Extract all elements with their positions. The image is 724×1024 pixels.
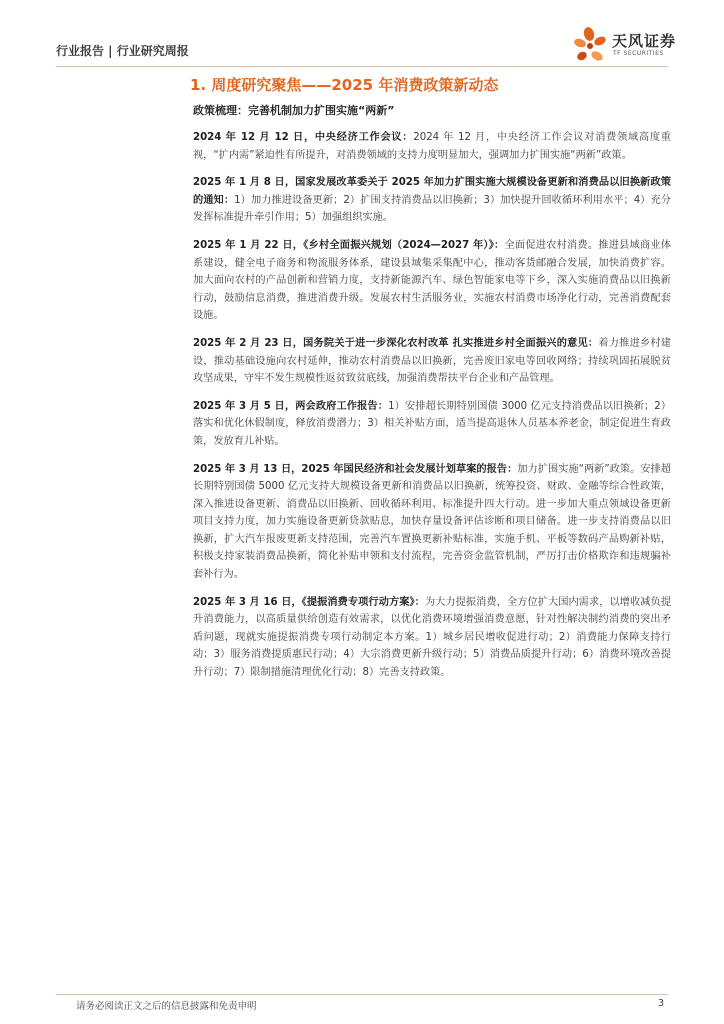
section-title: 1. 周度研究聚焦——2025 年消费政策新动态 <box>190 76 499 94</box>
paragraph-body: 1）加力推进设备更新；2）扩围支持消费品以旧换新；3）加快提升回收循环利用水平；4）充分发挥标准提升牵引作用；5）加强组织实施。 <box>193 194 671 224</box>
policy-paragraph <box>193 174 671 227</box>
header-divider <box>56 66 668 67</box>
paragraph-body: 加力扩围实施“两新”政策。安排超长期特别国债 5000 亿元支持大规模设备更新和消费品以旧换新，统筹投资、财政、金融等综合性政策，深入推进设备更新、消费品以旧换新、回收循环利用、标准提升四大行动。进一步加大重点领域设备更新项目支持力度，加力实施设备更新贷款贴息，加快存量设备评估诊断和项目储备。进一步支持消费品以旧换新，扩大汽车报废更新支持范围，完善汽车置换更新补贴标准，实施手机、平板等数码产品购新补贴，积极支持家装消费品换新，简化补贴申领和支付流程，完善资金监管机制，严厉打击价格欺诈和违规骗补套补行为。 <box>193 463 671 581</box>
policy-paragraph <box>193 398 671 451</box>
policy-subtitle: 政策梳理：完善机制加力扩围实施“两新” <box>193 104 395 117</box>
policy-paragraph <box>193 594 671 682</box>
paragraph-lead: 2025 年 2 月 23 日，国务院关于进一步深化农村改革 扎实推进乡村全面振兴的意见： <box>193 337 599 349</box>
logo-english-name: TF SECURITIES <box>613 50 664 57</box>
policy-paragraph <box>193 461 671 584</box>
paragraph-lead: 2025 年 1 月 22 日，《乡村全面振兴规划（2024—2027 年）》： <box>193 239 505 251</box>
main-content <box>193 102 671 692</box>
paragraph-body: 2024 年 12 月，中央经济工作会议对消费领域高度重视，“扩内需”紧迫性有所提升，对消费领域的支持力度明显加大，强调加力扩围实施“两新”政策。 <box>193 132 671 161</box>
policy-paragraph <box>193 129 671 164</box>
company-logo <box>572 26 702 66</box>
paragraph-body: 全面促进农村消费。推进县域商业体系建设，健全电子商务和物流服务体系，建设县域集采集配中心，推动客货邮融合发展，加快消费扩容。加大面向农村的产品创新和营销力度，支持新能源汽车、绿色智能家电等下乡，深入实施消费品以旧换新行动，鼓励信息消费，推进消费升级。发展农村生活服务业，实施农村消费市场净化行动，完善消费配套设施。 <box>193 239 671 322</box>
paragraph-lead: 2025 年 3 月 16 日，《提振消费专项行动方案》： <box>193 596 425 608</box>
footer-divider <box>56 994 668 995</box>
policy-paragraph <box>193 237 671 325</box>
paragraph-body: 着力推进乡村建设，推动基础设施向农村延伸，推动农村消费品以旧换新，完善废旧家电等回收网络；持续巩固拓展脱贫攻坚成果，守牢不发生规模性返贫致贫底线，加强消费帮扶平台企业和产品管理。 <box>193 337 671 385</box>
paragraph-lead: 2025 年 3 月 5 日，两会政府工作报告： <box>193 400 389 412</box>
policy-paragraph <box>193 335 671 388</box>
flower-logo-icon <box>572 26 610 66</box>
paragraph-lead: 2025 年 1 月 8 日，国家发展改革委关于 2025 年加力扩围实施大规模设备更新和消费品以旧换新政策的通知： <box>193 177 671 206</box>
footer-disclaimer: 请务必阅读正文之后的信息披露和免责申明 <box>76 1001 257 1012</box>
page-number: 3 <box>657 998 664 1009</box>
paragraph-lead: 2024 年 12 月 12 日，中央经济工作会议： <box>193 132 414 143</box>
paragraph-body: 为大力提振消费，全方位扩大国内需求，以增收减负提升消费能力，以高质量供给创造有效需求，以优化消费环境增强消费意愿，针对性解决制约消费的突出矛盾问题，现就实施提振消费专项行动制定本方案。1）城乡居民增收促进行动；2）消费能力保障支持行动；3）服务消费提质惠民行动；4）大宗消费更新升级行动；5）消费品质提升行动；6）消费环境改善提升行动；7）限制措施清理优化行动；8）完善支持政策。 <box>193 596 672 679</box>
report-category-label: 行业报告 | 行业研究周报 <box>56 44 189 58</box>
logo-name: 天风证券 <box>612 32 677 50</box>
paragraph-body: 1）安排超长期特别国债 3000 亿元支持消费品以旧换新；2）落实和优化休假制度，释放消费潜力；3）相关补贴方面，适当提高退休人员基本养老金，制定促进生育政策，发放育儿补贴。 <box>193 400 672 447</box>
paragraph-lead: 2025 年 3 月 13 日，2025 年国民经济和社会发展计划草案的报告： <box>193 463 518 475</box>
